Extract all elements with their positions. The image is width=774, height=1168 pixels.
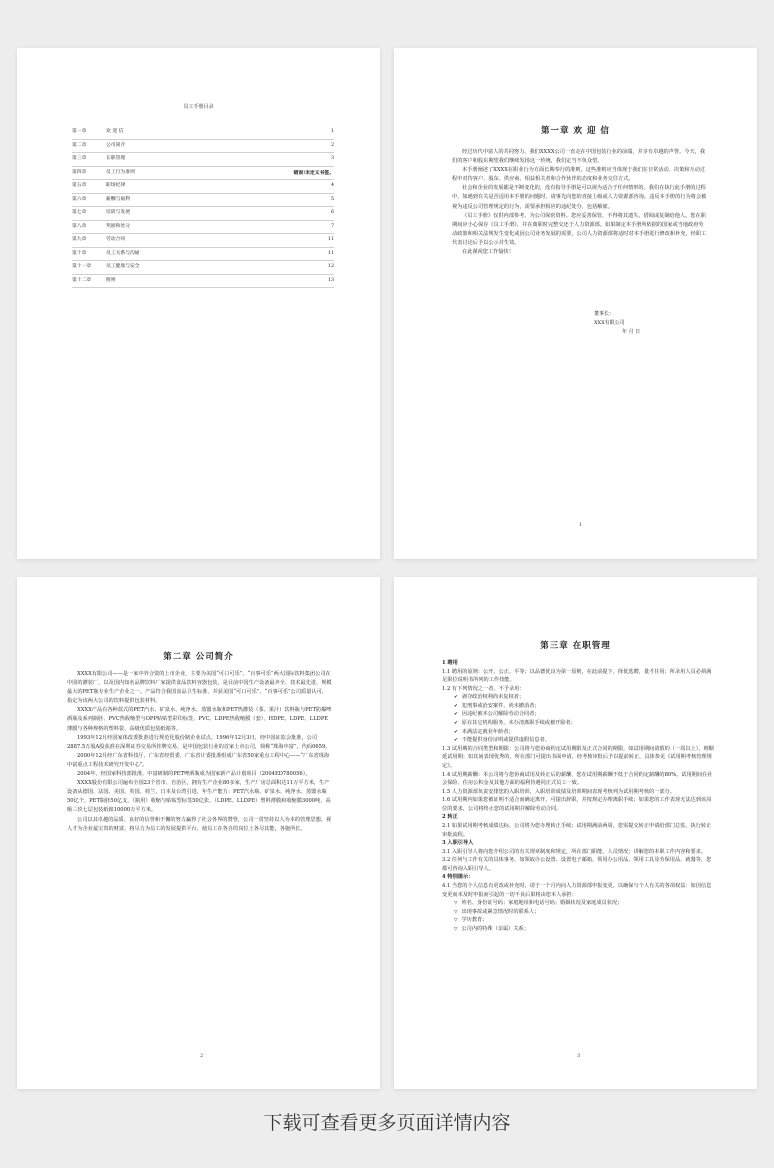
clause: 1.2 有下列情况之一者，不予录用： <box>442 685 525 692</box>
paragraph: 2000年12月经广东省科技厅、广东省经贸委、广东省计委批准组成广东省50家重点工程中心——“广东省珠海中富重点工程技术研究开发中心”。 <box>67 752 330 768</box>
list-item: ▽ 学历教育； <box>454 916 715 925</box>
info-list <box>442 899 715 933</box>
signer: 董事长： <box>594 311 615 317</box>
toc-page-number: 5 <box>330 196 334 202</box>
toc-chapter: 第七章 <box>72 210 87 215</box>
toc-entry-name: 职场纪律 <box>106 183 126 188</box>
clause: 4.1 当您的个人信息有更改或补充时，请于一个月内向人力资源部申报变更，以确保与个人有关的各项权益：如因信息变更而未及时申报而引起的一切不良后果将由您本人承担： <box>442 883 712 898</box>
clause: 1.5 人力资源部负责安排您的入职培训，入职培训成绩及培训期间表现考核列为试用期考核的一部分。 <box>442 788 675 795</box>
toc-row[interactable] <box>72 180 334 194</box>
toc-page-number: 13 <box>327 277 334 283</box>
paragraph: 经过历代中富人的共同努力，我们XXXX公司一直走在中国包装行业的前端，并享有卓越的声誉。今天，我们的客户和股东期望我们继续发扬这一传统，我们定当不负众望。 <box>452 149 706 165</box>
list-item: ✔ 未满法定就业年龄者； <box>454 728 715 737</box>
toc-entry-name: 员工健康与安全 <box>106 264 140 269</box>
toc-chapter: 第二章 <box>72 142 87 148</box>
toc-page-number: 2 <box>330 142 334 148</box>
toc-chapter: 第八章 <box>72 223 87 229</box>
toc-page-number: 12 <box>327 264 334 269</box>
toc-chapter: 第五章 <box>72 183 87 188</box>
paragraph: 1993年12月经国家体改委批准进行规范化股份制企业试点。1996年12月3日，经中国证监会批准，公司2887.5万股A股获准在深圳证券交易所挂牌交易，是中国包装行业的首家上市公司，简称“珠海中富”，代码0659。 <box>67 734 331 750</box>
toc-row[interactable] <box>72 221 334 235</box>
toc-chapter: 第六章 <box>72 196 87 202</box>
download-prompt[interactable]: 下载可查看更多页面详情内容 <box>263 1112 511 1134</box>
toc-page-number: 6 <box>330 210 334 215</box>
section-heading: 3 入职引导人 <box>442 840 474 847</box>
toc-row[interactable] <box>72 126 334 140</box>
toc-list <box>72 126 334 288</box>
clause: 1.1 聘用的原则：公开、公正、平等；以品德优良为第一原则，在此前提下，择优选聘，量才任用；所录用人员必须满足职位说明书所列的工作技能。 <box>442 668 712 684</box>
clause: 3.1 入职引导人将向您介绍公司的有关规章制度和规定，所在部门职能、人员情况；讲解您的本职工作内容和要求。 <box>442 848 707 855</box>
paragraph: XXXX股份有限公司遍布全国23个省市、自治区，拥有生产企业80多家，生产厂房总面积达11万平方米，生产设备从德国、法国、美国、英国、荷兰、日本及台湾引进，年生产能力：PET汽水瓶、矿泉水、纯净水、蒸馏水瓶50亿个，PET瓶胚50亿支，（瓶用）收缩与贴贴型标签50亿张，（LDPE、LLDPE）塑料薄膜和收缩膜3000吨，高级三玖七层包装纸箱10000万平方米。 <box>67 780 331 814</box>
clause: 1.4 试用期薪酬：本公司将与您协商试用及转正后的薪酬，您在试用期薪酬不低于合同约定薪酬的80%。试用期间在社会保险、住房公积金及其他方面的福利待遇同正式员工一致。 <box>442 771 713 787</box>
page-number: 2 <box>200 1053 204 1059</box>
clause: 2.1 如果试用期考核成绩达标，公司将为您办理转正手续；试用期满前两周，您需提交转正申请给部门总监，执行转正审批流程。 <box>442 822 712 838</box>
toc-row[interactable] <box>72 275 334 289</box>
toc-entry-name: 附则 <box>106 277 116 283</box>
list-item: ✔ 剥夺政治权利尚未复权者； <box>454 693 715 702</box>
chapter-title: 第三章 在职管理 <box>540 641 611 651</box>
toc-page-number: 7 <box>330 223 334 229</box>
toc-row[interactable] <box>72 207 334 221</box>
paragraph: 公司以其卓越的品质、良好的信誉和不懈的努力赢得了社会各界的赞誉，公司一贯坚持以人为本的管理思想，视人才为企业最宝贵的财富，将尽力为员工的发展提供平台，使员工在各自的岗位上各尽其能，各施所长。 <box>67 816 332 832</box>
list-item: ✔ 因违纪被本公司解除劳动合同者； <box>454 710 715 719</box>
company-intro-page <box>17 577 380 1089</box>
paragraph: 本手册阐述了XXXX在职业行为方面长期奉行的准则，这些准则应当体现于我们在日常活动、决策和互动过程中对待客户、股东、供应商、相益相关者和合作伙伴的态度和业务交往方式。 <box>452 167 706 183</box>
toc-chapter: 第一章 <box>72 129 87 134</box>
toc-chapter: 第十一章 <box>72 264 92 269</box>
clause: 1.6 试用期内如果您被证明不适合而确定离开，可提出辞职，并按规定办理离职手续；如果您的工作表现无法达到该岗位的要求，公司将终止您的试用期并解除劳动合同。 <box>442 797 712 812</box>
list-item: ✔ 原在其它机构服务，未办清离职手续或被开除者； <box>454 719 715 728</box>
list-item: ▽ 公司内的特殊（亲属）关系； <box>454 925 715 934</box>
welcome-page <box>394 48 757 559</box>
toc-row[interactable] <box>72 261 334 275</box>
toc-chapter: 第三章 <box>72 156 87 161</box>
toc-entry-name: 劳动合同 <box>106 237 126 242</box>
list-item: ✔ 不能提供身份证明或提供虚假信息者。 <box>454 736 715 745</box>
list-item: ▽ 出现事故或紧急情况时的联系人； <box>454 908 715 917</box>
list-item: ▽ 姓名、身份证号码；家庭地址和电话号码；婚姻状况及家庭成员状况； <box>454 899 715 908</box>
date-line: 年 月 日 <box>622 329 641 335</box>
intro-body <box>67 670 332 834</box>
toc-title: 员工手册目录 <box>183 104 214 110</box>
watermark <box>565 374 611 423</box>
section-heading: 2 转正 <box>442 814 458 821</box>
employment-page <box>394 577 757 1089</box>
toc-page-number: 11 <box>327 250 334 256</box>
paragraph: 《员工手册》仅供内部参考，为公司保密资料。您应妥善保管，不得将其遗失、借阅或复制给他人。您在职期间应小心保存《员工手册》，并在离职时完整交还于人力资源部。如果制定本手册所依据的国家或当地政府劳动政策和相关法规发生变化或因公司业务发展的需要，公司人力资源部将适时对本手册进行修改和补充，经职工代表讨论后予以公示并生效。 <box>452 212 707 246</box>
toc-row[interactable] <box>72 167 334 181</box>
toc-entry-name: 培训与发展 <box>106 210 130 215</box>
paragraph: 在此谨祝您工作愉快！ <box>462 249 514 256</box>
exclusion-list <box>442 693 715 744</box>
page-number: 1 <box>579 522 583 528</box>
section-heading: 4 特别提示： <box>442 874 474 881</box>
paragraph: XXXX产品有各种款式的PET汽水、矿泉水、纯净水、蒸馏水瓶和PET热灌装（茶、果汁）饮料瓶与PET防爆啤酒瓶及系列瓶胚、PVC热收缩型与OPP贴贴型彩印标签、PVC、LDPE热收缩膜（套）、HDPE、LDPE、LLDPE薄膜与各种规格的塑料袋、高级优质包装纸箱等。 <box>67 707 332 732</box>
company-name: XXX有限公司 <box>594 320 625 326</box>
toc-row[interactable] <box>72 194 334 208</box>
toc-page-number: 1 <box>330 129 334 134</box>
toc-row[interactable] <box>72 234 334 248</box>
toc-chapter: 第九章 <box>72 237 87 242</box>
toc-entry-name: 员工关系与沟通 <box>106 250 140 256</box>
toc-chapter: 第十章 <box>72 250 87 256</box>
section-heading: 1 聘用 <box>442 660 458 666</box>
toc-row[interactable] <box>72 140 334 154</box>
toc-entry-name: 欢 迎 信 <box>106 129 124 134</box>
toc-page-number: 3 <box>330 156 334 161</box>
toc-page-number: 11 <box>327 237 334 242</box>
list-item: ✔ 犯刑事或治安案件，尚未撤消者； <box>454 702 715 711</box>
toc-entry-name: 在职管理 <box>106 156 126 161</box>
toc-entry-name: 员工行为准则 <box>106 169 135 175</box>
chapter-title: 第二章 公司简介 <box>163 652 234 662</box>
toc-entry-name: 薪酬与福利 <box>106 196 130 202</box>
toc-row[interactable] <box>72 153 334 167</box>
toc-page-number: 错误!未定义书签。 <box>293 169 334 176</box>
welcome-body <box>452 148 707 257</box>
signature-block <box>594 310 640 337</box>
toc-page-number: 4 <box>330 183 334 188</box>
toc-page <box>17 48 380 559</box>
chapter-title: 第一章 欢 迎 信 <box>541 126 610 136</box>
page-number: 3 <box>577 1053 581 1059</box>
employment-body <box>442 659 715 934</box>
paragraph: XXXX有限公司——是一家中外合资的上市企业，主要为美国“可口可乐”、“百事可乐”两大国际饮料集团公司在中国的灌装厂，以及国内知名品牌饮料厂家提供食品饮料容器包装，是目前中国生产设备最齐全、技术最先进、规模最大的PET瓶专业生产企业之一。产品符合我国食品卫生标准，并获美国“可口可乐”、“百事可乐”公司质量认可，指定为该两大公司的饮料提供包装材料。 <box>67 671 332 705</box>
toc-entry-name: 公司简介 <box>106 142 126 148</box>
toc-chapter: 第四章 <box>72 169 87 175</box>
clause: 3.2 任何与工作有关的具体事务，如领取办公设置、设置电子邮箱、领用办公用品、领用工具及劳保用品、就餐等，您都可咨询入职引导人。 <box>442 857 712 872</box>
clause: 1.3 试用期的合同类型和期限：公司将与您协商约定试用期限及正式合同的期限，如试用期间请假的（一周以上），则顺延试用期；如其间表现优秀的，所在部门可提出书面申请，经考核审批后予以提前转正，具体参见《试用期考核管理规定》。 <box>442 745 714 769</box>
paragraph: 2004年，经国家科技部批准，中富研制的PET啤酒瓶成为国家新产品计划项目（2004ED780056）。 <box>77 771 311 778</box>
paragraph: 社会和企业的发展都是不断变化的，没有指导手册是可以视为适合于任何情形的。我们在执行此手册的过程中，如遇到有关是否适用本手册的问题时，请事先向您的直接上级或人力资源部咨询。违反本手册的行为将会被视为违反公司管理规定的行为，需要承担相应的违纪处分，包括解雇。 <box>452 185 707 210</box>
toc-entry-name: 奖励和处分 <box>106 223 130 229</box>
toc-row[interactable] <box>72 248 334 262</box>
toc-chapter: 第十二章 <box>72 277 92 283</box>
